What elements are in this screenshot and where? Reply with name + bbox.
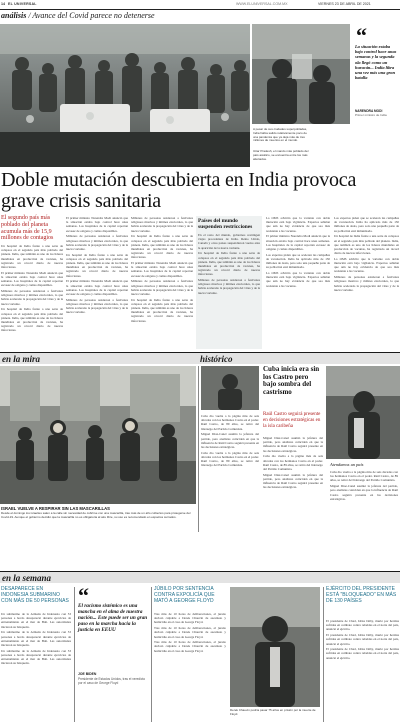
masthead-small: EL UNIVERSAL <box>8 2 37 6</box>
historico-body-col3: Cuba dio vuelta a la página más de seis décadas con los hermanos Castro en el poder. Raúl Castro, de 89 años, se retiró del liderazgo del Partido Comunista. Miguel Díaz-Canel asumió la jefatura del partido, pero analistas coinciden en que la influencia de Raúl Castro seguirá presente en las decisiones estratégicas. <box>330 470 398 501</box>
israel-street-photo <box>0 366 196 504</box>
sidebar-box <box>196 216 262 349</box>
main-body-col6: Los expertos piden que se aceleren las campañas de vacunación. India ha aplicado más de 130 millones de dosis, pero solo una pequeña parte de su población está inmunizada. Un hospital de India frente a una serie de colapsos en el segundo país más poblado del planeta. India, que también es uno de los líderes mundiales en producción de vacunas, ha registrado un récord diario de nuevas infecciones. La OMS advirtió que la variante con doble mutación está bajo vigilancia. Expertos señalan que aún no hay evidencia de que sea más resistente a las vacunas. Millones de personas asistieron a festivales religiosos masivos y mítines electorales, lo que habría acelerado la propagación del virus y de la nueva variante. <box>334 216 399 292</box>
mira-caption-title: ISRAEL VUELVE A RESPIRAR SIN LAS MASCARILLAS <box>1 506 110 511</box>
uttar-pradesh-photo <box>252 24 350 124</box>
section-bar-semana <box>0 571 400 583</box>
mira-caption: Desde el domingo los israelíes salen a la calle sin necesidad de cubrirse con una mascarilla, tras más de un año cubiertos para protegerse del Covid-19. Aunque el gobierno decidió que la mascarilla no es obligatoria al aire libre, su uso es recomendado en espacios cerrados. <box>1 511 191 519</box>
section-label-semana: en la semana <box>2 573 52 583</box>
semana-col3-body: Tras más de 10 horas de deliberaciones, el jurado declaró culpable a Derek Chauvin de asesinato y homicidio en el caso de George Floyd. Tras más de 10 horas de deliberaciones, el jurado declaró culpable a Derek Chauvin de asesinato y homicidio en el caso de George Floyd. Tras más de 10 horas de deliberaciones, el jurado declaró culpable a Derek Chauvin de asesinato y homicidio en el caso de George Floyd. <box>154 612 226 653</box>
main-body-col2: El primer ministro Narendra Modi anunció que la situación estaba bajo control hace unas semanas. Los hospitales de la capital reportan escasez de oxígeno y camas disponibles. Millones de personas asistieron a festivales religiosos masivos y mítines electorales, lo que habría acelerado la propagación del virus y de la nueva variante. Un hospital de India frente a una serie de colapsos en el segundo país más poblado del planeta. India, que también es uno de los líderes mundiales en producción de vacunas, ha registrado un récord diario de nuevas infecciones. El primer ministro Narendra Modi anunció que la situación estaba bajo control hace unas semanas. Los hospitales de la capital reportan escasez de oxígeno y camas disponibles. Millones de personas asistieron a festivales religiosos masivos y mítines electorales, lo que habría acelerado la propagación del virus y de la nueva variante. <box>66 216 128 315</box>
semana-quote: El racismo sistémico es una mancha en el alma de nuestra nación... Este puede ser un gran paso en la marcha hacia la justicia en EEUU <box>78 603 148 633</box>
pull-quote: La situación estaba bajo control hace unas semanas y la segunda ola llegó como un huracán... India libra una vez más una gran batalla <box>355 44 397 81</box>
semana-col4-headline: EJÉRCITO DEL PRESIDENTE ESTÁ "BLOQUEADO" EN MÁS DE 130 PAÍSES <box>326 586 397 604</box>
semana-col3-headline: JÚBILO POR SENTENCIA CONTRA EXPOLICÍA QUE MATÓ A GEORGE FLOYD <box>154 586 215 604</box>
semana-quote-role: Presidente de Estados Unidos, tras el veredicto por el caso de George Floyd <box>78 677 146 685</box>
semana-col4-body: El presidente de Chad, Idriss Déby, murió por heridas sufridas en combate contra rebeldes en el norte del país, anunció el ejército. El presidente de Chad, Idriss Déby, murió por heridas sufridas en combate contra rebeldes en el norte del país, anunció el ejército. El presidente de Chad, Idriss Déby, murió por heridas sufridas en combate contra rebeldes en el norte del país, anunció el ejército. <box>326 619 399 660</box>
main-body-col1: Un hospital de India frente a una serie de colapsos en el segundo país más poblado del planeta. India, que también es uno de los líderes mundiales en producción de vacunas, ha registrado un récord diario de nuevas infecciones. El primer ministro Narendra Modi anunció que la situación estaba bajo control hace unas semanas. Los hospitales de la capital reportan escasez de oxígeno y camas disponibles. Millones de personas asistieron a festivales religiosos masivos y mítines electorales, lo que habría acelerado la propagación del virus y de la nueva variante. Un hospital de India frente a una serie de colapsos en el segundo país más poblado del planeta. India, que también es uno de los líderes mundiales en producción de vacunas, ha registrado un récord diario de nuevas infecciones. <box>1 244 63 333</box>
india-hospital-photo <box>0 24 250 167</box>
main-body-col3: Millones de personas asistieron a festivales religiosos masivos y mítines electorales, lo que habría acelerado la propagación del virus y de la nueva variante. Un hospital de India frente a una serie de colapsos en el segundo país más poblado del planeta. India, que también es uno de los líderes mundiales en producción de vacunas, ha registrado un récord diario de nuevas infecciones. El primer ministro Narendra Modi anunció que la situación estaba bajo control hace unas semanas. Los hospitales de la capital reportan escasez de oxígeno y camas disponibles. Millones de personas asistieron a festivales religiosos masivos y mítines electorales, lo que habría acelerado la propagación del virus y de la nueva variante. Un hospital de India frente a una serie de colapsos en el segundo país más poblado del planeta. India, que también es uno de los líderes mundiales en producción de vacunas, ha registrado un récord diario de nuevas infecciones. <box>131 216 193 323</box>
quote-mark-icon: “ <box>356 23 367 48</box>
semana-quote-author: JOE BIDEN <box>78 672 97 676</box>
site-url[interactable]: WWW.ELUNIVERSAL.COM.MX <box>236 2 288 6</box>
quote-role: Primer ministro de India <box>355 113 387 117</box>
section-kicker: análisis / Avance del Covid parece no detenerse <box>1 11 155 20</box>
sidebar-body: En el resto del mundo, gobiernos restringen viajes procedentes de India. Reino Unido, Canadá y otros países suspendieron vuelos ante la aparición de la nueva variante. Un hospital de India frente a una serie de colapsos en el segundo país más poblado del planeta. India, que también es uno de los líderes mundiales en producción de vacunas, ha registrado un récord diario de nuevas infecciones. Millones de personas asistieron a festivales religiosos masivos y mítines electorales, lo que habría acelerado la propagación del virus y de la nueva variante. <box>198 233 260 295</box>
semana-col1-body: Un submarino de la Armada de Indonesia con 53 personas a bordo desapareció durante ejercicios de entrenamiento en el mar de Bali. Las autoridades iniciaron su búsqueda. Un submarino de la Armada de Indonesia con 53 personas a bordo desapareció durante ejercicios de entrenamiento en el mar de Bali. Las autoridades iniciaron su búsqueda. Un submarino de la Armada de Indonesia con 53 personas a bordo desapareció durante ejercicios de entrenamiento en el mar de Bali. Las autoridades iniciaron su búsqueda. <box>1 612 71 666</box>
historico-body-col2: Miguel Díaz-Canel asumió la jefatura del partido, pero analistas coinciden en que la influencia de Raúl Castro seguirá presente en las decisiones estratégicas. Cuba dio vuelta a la página más de seis décadas con los hermanos Castro en el poder. Raúl Castro, de 89 años, se retiró del liderazgo del Partido Comunista. Miguel Díaz-Canel asumió la jefatura del partido, pero analistas coinciden en que la influencia de Raúl Castro seguirá presente en las decisiones estratégicas. <box>263 436 323 490</box>
page-number: 14 <box>1 2 5 6</box>
sidebar-title: Países del mundo suspenden restricciones <box>198 218 253 230</box>
photo-caption-2: Uttar Pradesh, el mando más poblado del país asiático, se encuentra entre los más afectados. <box>253 149 309 161</box>
diaz-canel-photo <box>326 366 400 459</box>
chauvin-photo <box>230 587 320 707</box>
historico-headline: Cuba inicia era sin los Castro pero bajo sombra del castrismo <box>263 365 320 396</box>
semana-col1-headline: DESAPARECE EN INDONESIA SUBMARINO CON MÁS DE 50 PERSONAS <box>1 586 69 604</box>
semana-quote-mark-icon: “ <box>78 583 89 608</box>
section-topic: Avance del Covid parece no detenerse <box>32 11 155 20</box>
historico-small-photo <box>201 366 259 410</box>
quote-author: NARENDRA MODI <box>355 109 383 113</box>
section-label-historico: histórico <box>200 354 233 364</box>
main-body-col5: La OMS advirtió que la variante con doble mutación está bajo vigilancia. Expertos señalan que aún no hay evidencia de que sea más resistente a las vacunas. El primer ministro Narendra Modi anunció que la situación estaba bajo control hace unas semanas. Los hospitales de la capital reportan escasez de oxígeno y camas disponibles. Los expertos piden que se aceleren las campañas de vacunación. India ha aplicado más de 130 millones de dosis, pero solo una pequeña parte de su población está inmunizada. La OMS advirtió que la variante con doble mutación está bajo vigilancia. Expertos señalan que aún no hay evidencia de que sea más resistente a las vacunas. <box>266 216 330 288</box>
issue-date: VIERNES 23 DE ABRIL DE 2021 <box>318 2 371 6</box>
page-header <box>0 0 400 8</box>
photo-caption-1: A pesar de sus ciudades superpobladas, India había salido relativamente poco de una pandemia que ya deja más de tres millones de muertos en el mundo. <box>253 127 308 143</box>
historico-lead: Raúl Castro seguirá presente en decisiones estratégicas en la isla caribeña <box>263 412 321 429</box>
main-headline: Doble mutación descubierta en India provoca grave crisis sanitaria <box>1 169 357 212</box>
chauvin-caption: Derek Chauvin podría pasar 75 años en prisión por la muerte de Floyd. <box>230 708 316 716</box>
section-name: análisis <box>1 11 27 20</box>
section-label-mira: en la mira <box>2 354 41 364</box>
main-lead: El segundo país más poblado del planeta acumula más de 15,9 millones de contagios <box>1 215 54 242</box>
historico-body-col1: Cuba dio vuelta a la página más de seis décadas con los hermanos Castro en el poder. Raúl Castro, de 89 años, se retiró del liderazgo del Partido Comunista. Miguel Díaz-Canel asumió la jefatura del partido, pero analistas coinciden en que la influencia de Raúl Castro seguirá presente en las decisiones estratégicas. Cuba dio vuelta a la página más de seis décadas con los hermanos Castro en el poder. Raúl Castro, de 89 años, se retiró del liderazgo del Partido Comunista. <box>201 414 259 468</box>
historico-quote: Atendamos un país <box>330 462 364 467</box>
